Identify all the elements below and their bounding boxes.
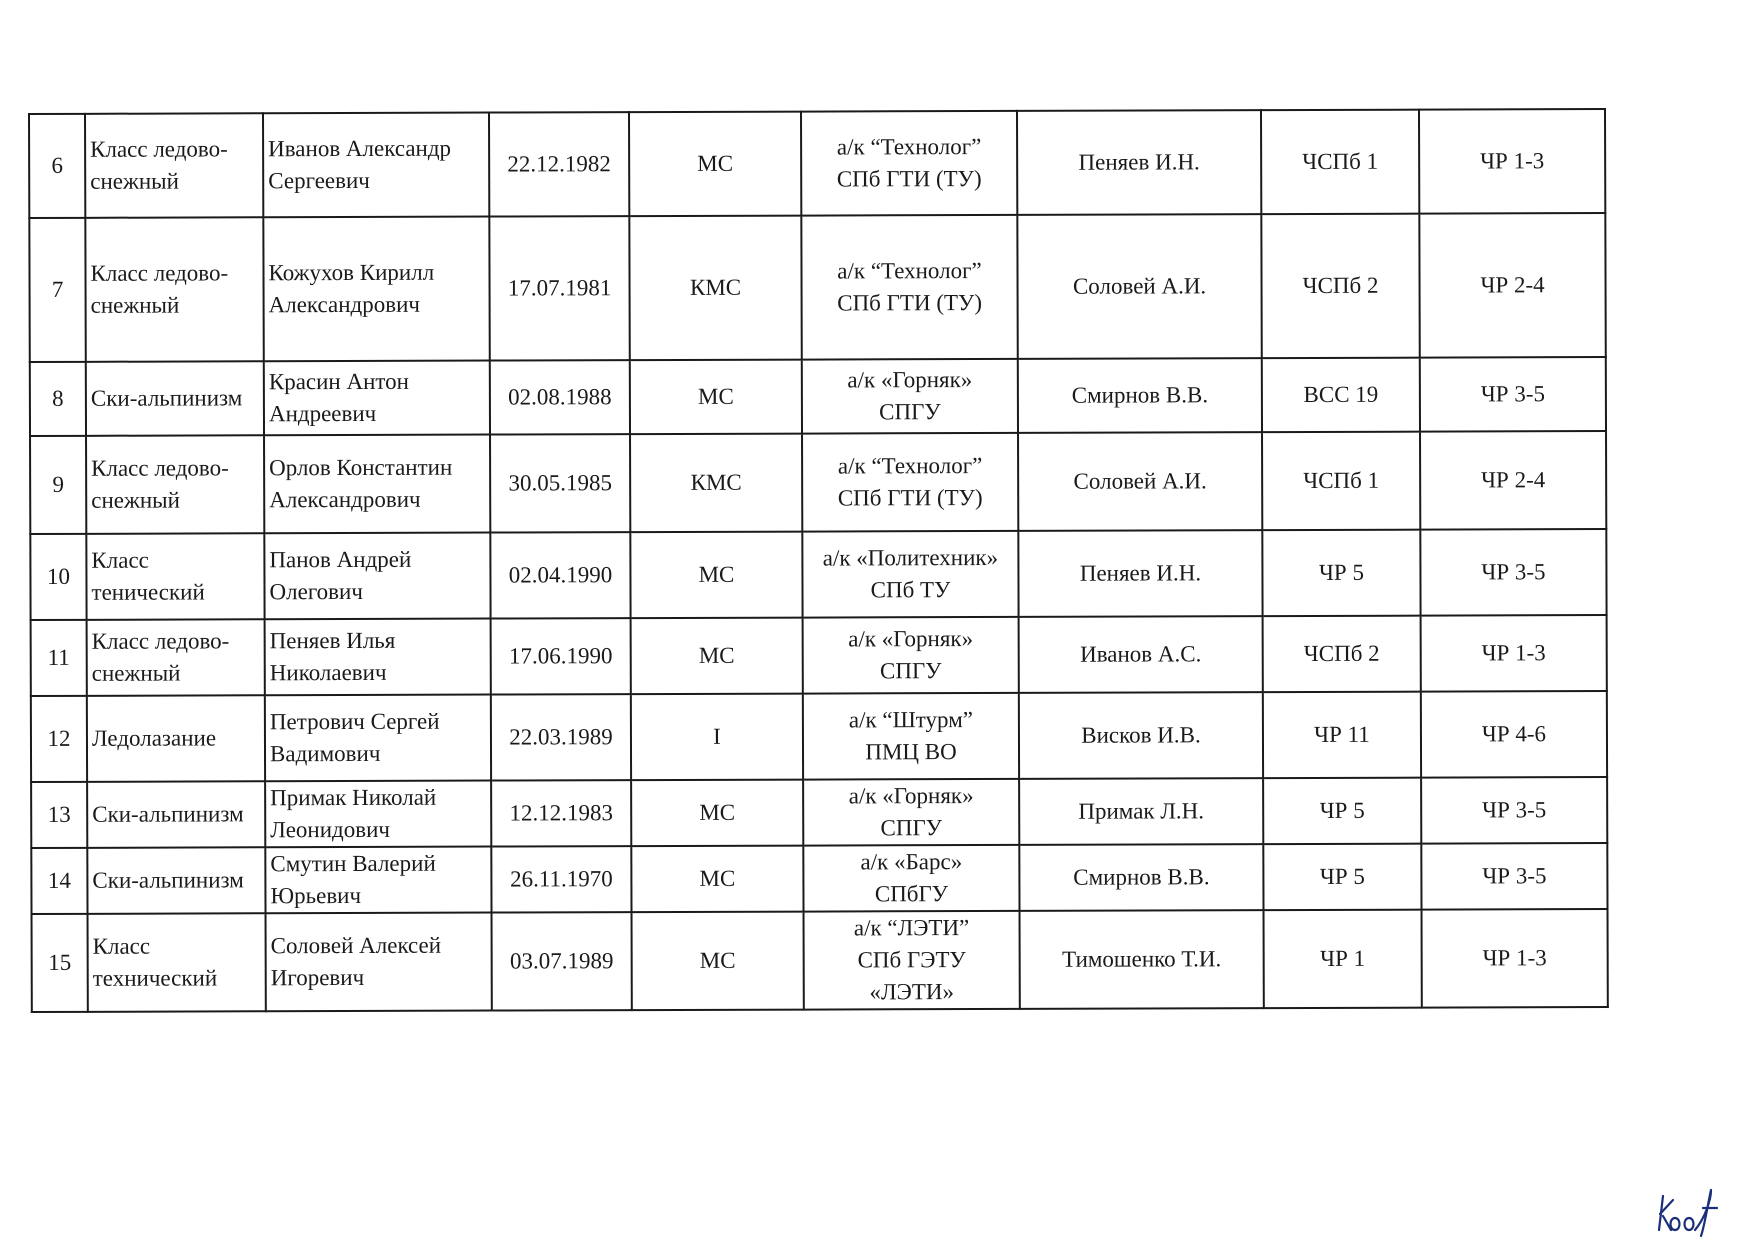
discipline-line: Класс ледово-: [90, 260, 229, 286]
result-cell: ЧР 1-3: [1419, 109, 1605, 214]
row-number-cell: 8: [30, 362, 86, 436]
athlete-name-line: Соловей Алексей: [270, 932, 442, 959]
club-cell: [801, 111, 1017, 216]
sport-rank-cell: МС: [632, 912, 804, 1011]
discipline-line: снежный: [91, 660, 181, 686]
row-number-cell: 15: [32, 914, 88, 1012]
club-cell: [802, 531, 1018, 618]
coach-cell: Иванов А.С.: [1019, 616, 1263, 693]
club-line: а/к “Технолог”: [837, 453, 983, 479]
result-cell: ЧР 1: [1264, 910, 1422, 1008]
result-cell: ЧР 2-4: [1419, 213, 1605, 358]
coach-cell: Смирнов В.В.: [1018, 358, 1262, 433]
club-line: СПГУ: [880, 815, 943, 841]
table-row: [30, 529, 1606, 620]
club-line: а/к “Технолог”: [836, 134, 982, 160]
club-line: «ЛЭТИ»: [869, 979, 955, 1005]
birth-date-cell: 30.05.1985: [490, 434, 630, 532]
coach-cell: Пеняев И.Н.: [1017, 110, 1261, 215]
athlete-name-line: Николаевич: [269, 659, 387, 686]
row-number-cell: 10: [30, 534, 86, 620]
birth-date-cell: 03.07.1989: [492, 912, 632, 1010]
club-line: СПбГУ: [874, 881, 949, 907]
coach-cell: Соловей А.И.: [1018, 432, 1262, 531]
table-row: [32, 909, 1608, 1012]
discipline-cell: [87, 781, 265, 848]
athlete-name-line: Юрьевич: [270, 882, 362, 909]
result-cell: ЧСПб 1: [1262, 432, 1420, 530]
discipline-cell: [87, 847, 265, 914]
athlete-name-line: Смутин Валерий: [270, 850, 436, 877]
athletes-table-body: [29, 109, 1608, 1012]
sport-rank-cell: КМС: [629, 216, 801, 361]
club-line: СПб ГТИ (ТУ): [837, 485, 983, 511]
athlete-name-cell: [265, 619, 491, 696]
club-cell: [802, 433, 1018, 532]
club-line: а/к «Горняк»: [848, 783, 974, 809]
athlete-name-line: Леонидович: [270, 816, 391, 843]
sport-rank-cell: МС: [630, 532, 802, 619]
club-line: СПб ТУ: [870, 577, 951, 603]
coach-cell: Примак Л.Н.: [1019, 778, 1263, 845]
result-cell: ЧР 5: [1262, 530, 1420, 616]
discipline-cell: [87, 619, 265, 696]
row-number-cell: 11: [31, 620, 87, 696]
birth-date-cell: 26.11.1970: [491, 846, 631, 912]
discipline-cell: [85, 217, 263, 362]
sport-rank-cell: I: [631, 694, 803, 781]
result-cell: ЧР 3-5: [1420, 529, 1606, 616]
club-line: СПб ГТИ (ТУ): [836, 166, 982, 192]
discipline-cell: [85, 113, 263, 218]
club-cell: [801, 215, 1017, 360]
sport-rank-cell: КМС: [630, 434, 802, 533]
discipline-line: снежный: [90, 292, 180, 318]
club-line: ПМЦ ВО: [865, 739, 957, 765]
coach-cell: Висков И.В.: [1019, 692, 1263, 779]
birth-date-cell: 22.12.1982: [489, 112, 629, 216]
result-cell: ЧР 5: [1263, 778, 1421, 844]
club-line: СПб ГЭТУ: [857, 947, 966, 973]
row-number-cell: 6: [29, 114, 85, 218]
discipline-line: снежный: [91, 487, 180, 513]
discipline-cell: [87, 695, 265, 782]
birth-date-cell: 12.12.1983: [491, 780, 631, 846]
result-cell: ЧР 1-3: [1422, 909, 1608, 1008]
club-line: а/к “Штурм”: [848, 707, 973, 733]
discipline-line: снежный: [90, 168, 179, 194]
club-line: СПГУ: [879, 399, 941, 425]
athlete-name-line: Александрович: [269, 486, 421, 513]
club-cell: [803, 693, 1019, 780]
handwritten-signature: [1655, 1178, 1725, 1238]
club-line: а/к «Барс»: [860, 849, 963, 875]
athlete-name-cell: [265, 847, 491, 914]
athlete-name-cell: [263, 113, 489, 218]
athlete-name-line: Примак Николай: [270, 784, 437, 811]
club-line: СПГУ: [879, 658, 942, 684]
athletes-table: [28, 108, 1609, 1013]
discipline-cell: [86, 361, 264, 436]
athlete-name-cell: [263, 217, 489, 362]
discipline-line: Ледолазание: [91, 725, 217, 751]
sport-rank-cell: МС: [631, 618, 803, 695]
athlete-name-line: Орлов Константин: [269, 454, 453, 481]
sport-rank-cell: МС: [629, 112, 801, 217]
club-cell: [803, 779, 1019, 846]
result-cell: ЧСПб 2: [1263, 616, 1421, 692]
birth-date-cell: 02.04.1990: [490, 532, 630, 618]
discipline-cell: [88, 913, 266, 1012]
athlete-name-cell: [265, 695, 491, 782]
athlete-name-cell: [264, 435, 490, 534]
discipline-line: Ски-альпинизм: [92, 801, 244, 827]
club-line: а/к «Политехник»: [822, 544, 999, 571]
discipline-line: Класс: [91, 547, 149, 573]
row-number-cell: 9: [30, 436, 86, 534]
athlete-name-cell: [264, 533, 490, 620]
club-line: СПб ГТИ (ТУ): [837, 290, 983, 316]
club-line: а/к «Горняк»: [848, 626, 974, 652]
athlete-name-line: Пеняев Илья: [269, 627, 396, 654]
result-cell: ЧСПб 2: [1261, 214, 1419, 358]
result-cell: ЧР 4-6: [1421, 691, 1607, 778]
athlete-name-line: Красин Антон: [268, 368, 409, 395]
club-line: а/к “ЛЭТИ”: [853, 915, 970, 941]
athlete-name-cell: [265, 781, 491, 848]
discipline-line: Класс ледово-: [90, 136, 228, 162]
result-cell: ЧР 1-3: [1421, 615, 1607, 692]
discipline-line: тенический: [91, 579, 205, 605]
discipline-line: Класс: [92, 933, 151, 959]
athlete-name-line: Сергеевич: [268, 167, 370, 194]
club-line: а/к “Технолог”: [837, 258, 982, 284]
table-row: [30, 357, 1606, 436]
athlete-name-line: Кожухов Кирилл: [268, 259, 435, 286]
discipline-cell: [86, 435, 264, 534]
result-cell: ЧР 5: [1263, 844, 1421, 910]
coach-cell: Пеняев И.Н.: [1018, 530, 1262, 617]
coach-cell: Тимошенко Т.И.: [1020, 910, 1264, 1009]
sport-rank-cell: МС: [631, 780, 803, 847]
discipline-line: Класс ледово-: [91, 628, 230, 654]
table-row: [31, 777, 1607, 848]
row-number-cell: 13: [31, 782, 87, 848]
result-cell: ЧР 3-5: [1421, 843, 1607, 910]
result-cell: ЧР 11: [1263, 692, 1421, 778]
club-cell: [802, 359, 1018, 434]
club-cell: [804, 911, 1020, 1010]
athlete-name-line: Вадимович: [269, 740, 381, 767]
discipline-line: Ски-альпинизм: [90, 385, 243, 411]
coach-cell: Смирнов В.В.: [1019, 844, 1263, 911]
row-number-cell: 7: [29, 218, 85, 362]
result-cell: ЧР 2-4: [1420, 431, 1606, 530]
table-row: [29, 109, 1605, 218]
birth-date-cell: 22.03.1989: [491, 694, 631, 780]
club-cell: [803, 845, 1019, 912]
club-cell: [803, 617, 1019, 694]
discipline-cell: [86, 533, 264, 620]
table-row: [30, 431, 1606, 534]
athlete-name-line: Иванов Александр: [268, 135, 452, 162]
table-row: [29, 213, 1605, 362]
birth-date-cell: 17.07.1981: [489, 216, 629, 360]
discipline-line: Ски-альпинизм: [92, 867, 244, 893]
coach-cell: Соловей А.И.: [1017, 214, 1261, 359]
table-row: [31, 615, 1607, 696]
row-number-cell: 12: [31, 696, 87, 782]
table-row: [31, 691, 1607, 782]
row-number-cell: 14: [31, 848, 87, 914]
athlete-name-line: Петрович Сергей: [269, 708, 440, 735]
result-cell: ЧСПб 1: [1261, 110, 1419, 214]
birth-date-cell: 02.08.1988: [490, 360, 630, 434]
table-row: [31, 843, 1607, 914]
athlete-name-line: Игоревич: [270, 964, 365, 991]
club-line: а/к «Горняк»: [847, 367, 973, 393]
athlete-name-line: Андреевич: [268, 400, 377, 427]
athlete-name-line: Панов Андрей: [269, 546, 412, 573]
discipline-line: Класс ледово-: [91, 455, 229, 481]
sport-rank-cell: МС: [631, 846, 803, 913]
birth-date-cell: 17.06.1990: [491, 618, 631, 694]
athlete-name-cell: [266, 913, 492, 1012]
discipline-line: технический: [92, 965, 218, 991]
sport-rank-cell: МС: [630, 360, 802, 435]
athlete-name-line: Александрович: [268, 291, 420, 318]
result-cell: ЧР 3-5: [1421, 777, 1607, 844]
result-cell: ВСС 19: [1262, 358, 1420, 432]
result-cell: ЧР 3-5: [1420, 357, 1606, 432]
athlete-name-cell: [264, 361, 490, 436]
athlete-name-line: Олегович: [269, 578, 363, 605]
